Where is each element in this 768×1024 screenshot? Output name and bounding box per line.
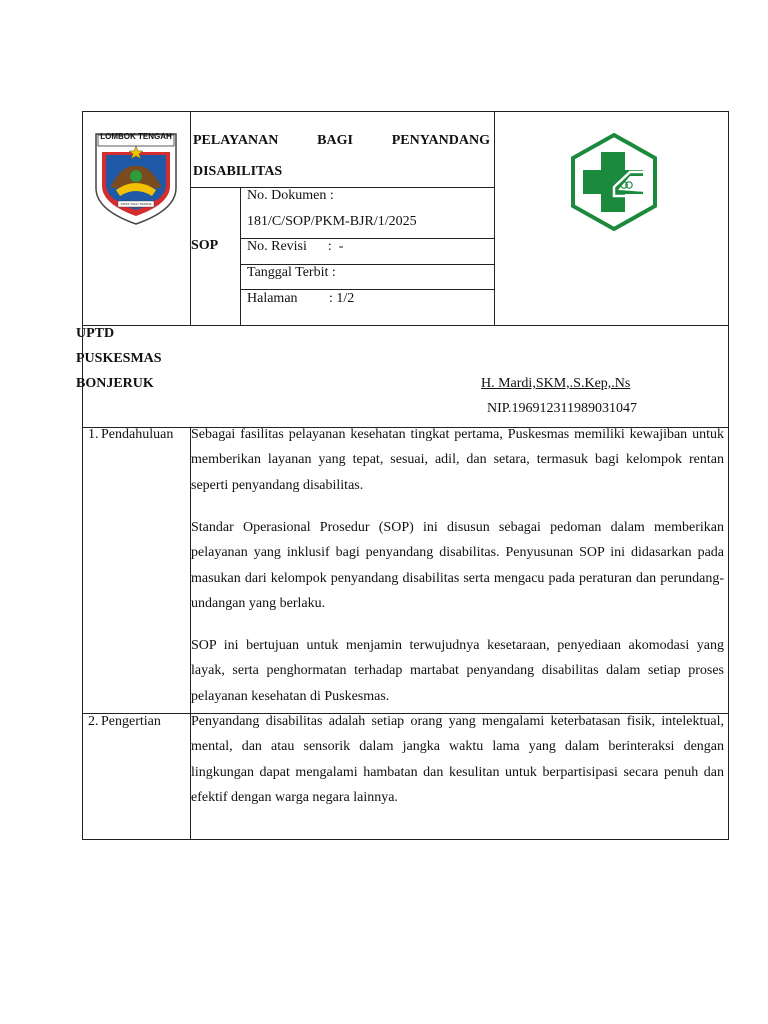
paragraph: Standar Operasional Prosedur (SOP) ini disusun sebagai pedoman dalam memberikan pelayanan yang inklusif bagi penyandang disabilitas. Penyusunan SOP ini didasarkan pada masukan dari kelompok penyandang disabilitas serta mengacu pada peraturan dan perundang-undangan yang berlaku. (191, 520, 724, 611)
doc-number-label: No. Dokumen : (247, 188, 334, 203)
sop-title (193, 133, 490, 185)
title-line-1: PELAYANAN BAGI PENYANDANG (193, 133, 490, 148)
puskesmas-logo (568, 132, 660, 232)
revision-number: No. Revisi : - (247, 239, 344, 254)
lombok-tengah-logo (92, 130, 180, 226)
section-number: 2. (88, 714, 99, 729)
signer-nip: NIP.196912311989031047 (487, 401, 637, 416)
section-label: Pendahuluan (101, 427, 174, 442)
logo-text: LOMBOK TENGAH (100, 132, 172, 141)
paragraph: Penyandang disabilitas adalah setiap orang yang mengalami keterbatasan fisik, intelektual, mental, dan atau sensorik dalam jangka waktu lama yang dalam berinteraksi dengan lingkungan dapat mengalami hambatan dan kesulitan untuk berpartisipasi secara penuh dan efektif dengan warga negara lainnya. (191, 714, 724, 805)
org-line-1: UPTD (76, 326, 115, 341)
paragraph: SOP ini bertujuan untuk menjamin terwujudnya kesetaraan, penyediaan akomodasi yang layak, serta penghormatan terhadap martabat penyandang disabilitas dalam setiap proses pelayanan kesehatan di Puskesmas. (191, 638, 724, 704)
section-number: 1. (88, 427, 99, 442)
logo-motto: TATAS TUHU TRASNA (120, 202, 152, 206)
org-line-2: PUSKESMAS (76, 351, 162, 366)
doc-number-value: 181/C/SOP/PKM-BJR/1/2025 (247, 214, 417, 229)
sop-label: SOP (191, 238, 219, 253)
paragraph: Sebagai fasilitas pelayanan kesehatan tingkat pertama, Puskesmas memiliki kewajiban untuk memberikan layanan yang tepat, sesuai, adil, dan setara, termasuk bagi kelompok rentan seperti penyandang disabilitas. (191, 427, 724, 493)
org-line-3: BONJERUK (76, 376, 154, 391)
signer-name: H. Mardi,SKM,.S.Kep,.Ns (481, 376, 631, 391)
issue-date: Tanggal Terbit : (247, 265, 336, 280)
page-number: Halaman : 1/2 (247, 291, 355, 306)
title-line-2: DISABILITAS (193, 164, 283, 179)
section-label: Pengertian (101, 714, 161, 729)
